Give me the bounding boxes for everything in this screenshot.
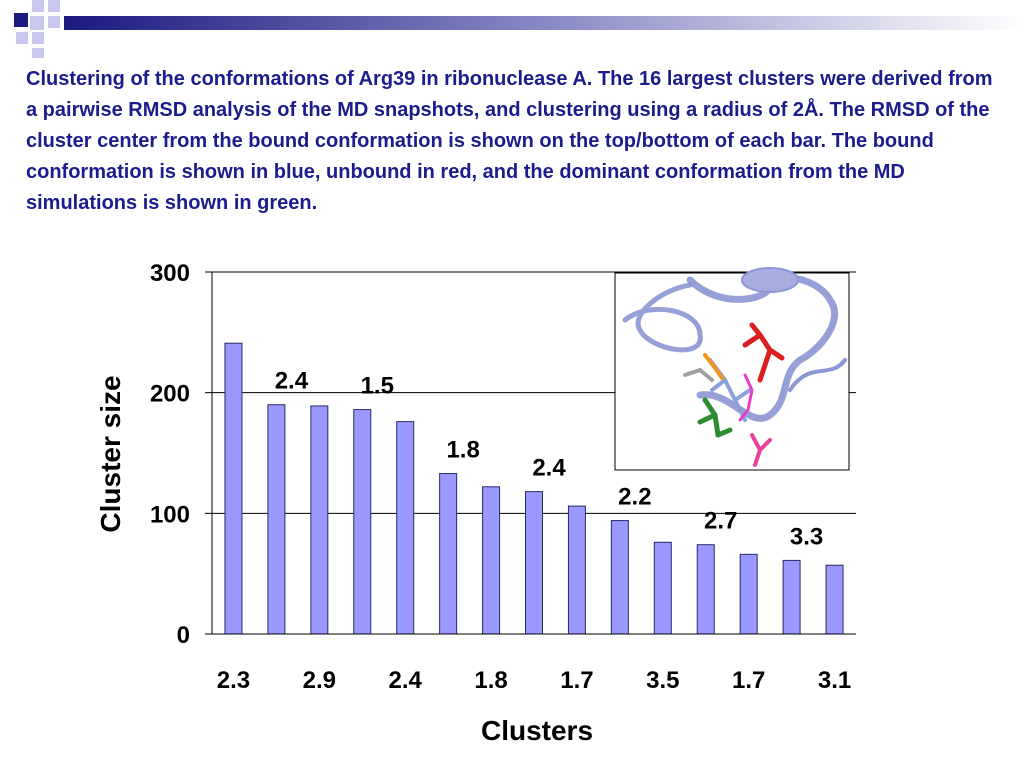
deco-square (48, 16, 60, 28)
bar (225, 343, 242, 634)
y-tick-label: 200 (149, 380, 190, 408)
bar-data-label: 2.7 (704, 507, 738, 535)
bar-data-label: 2.4 (532, 454, 566, 482)
deco-square (16, 32, 28, 44)
bar-data-label: 1.8 (446, 436, 480, 464)
x-tick-label: 1.8 (474, 667, 508, 694)
y-tick-label: 0 (176, 622, 190, 649)
bar-data-label: 3.3 (789, 523, 824, 551)
deco-square (14, 13, 28, 27)
deco-square (32, 48, 44, 58)
deco-gradient-bar (64, 16, 1024, 30)
bar (611, 521, 628, 634)
bar-data-label: 1.5 (360, 372, 394, 400)
deco-square (30, 16, 44, 30)
x-tick-label: 3.5 (646, 667, 680, 694)
deco-square (48, 0, 60, 12)
bar (268, 405, 285, 634)
bar (311, 406, 328, 634)
deco-square (32, 0, 44, 12)
x-tick-label: 2.3 (216, 667, 251, 694)
bar (440, 474, 457, 634)
x-tick-label: 1.7 (731, 667, 766, 694)
y-axis-title: Cluster size (95, 375, 126, 533)
bar (397, 422, 414, 634)
cluster-size-chart (0, 240, 1024, 768)
bar (740, 554, 757, 634)
bar (826, 565, 843, 634)
bar (783, 560, 800, 634)
bar-data-label: 2.2 (618, 483, 652, 511)
bar (354, 410, 371, 634)
bar (568, 506, 585, 634)
y-tick-label: 300 (149, 260, 190, 287)
x-tick-label: 2.4 (388, 667, 422, 694)
x-tick-label: 2.9 (302, 667, 337, 694)
x-tick-label: 1.7 (560, 667, 594, 694)
bar (697, 545, 714, 634)
x-axis-title: Clusters (480, 715, 594, 746)
decorative-squares (0, 0, 1024, 60)
deco-square (32, 32, 44, 44)
bar (483, 487, 500, 634)
bar (526, 492, 543, 634)
bar-data-label: 2.4 (274, 367, 309, 395)
x-tick-label: 3.1 (817, 667, 852, 694)
y-tick-label: 100 (149, 501, 190, 529)
bar (654, 542, 671, 634)
molecule-structure-inset (615, 268, 849, 470)
slide-caption: Clustering of the conformations of Arg39 in ribonuclease A. The 16 largest clusters were derived from a pairwise RMSD analysis of the MD snapshots, and clustering using a radius of 2Å. The RMSD of the cluster center from the bound conformation is shown on the top/bottom of each bar. The bound conformation is shown in blue, unbound in red, and the dominant conformation from the MD simulations is shown in green. (26, 68, 993, 214)
